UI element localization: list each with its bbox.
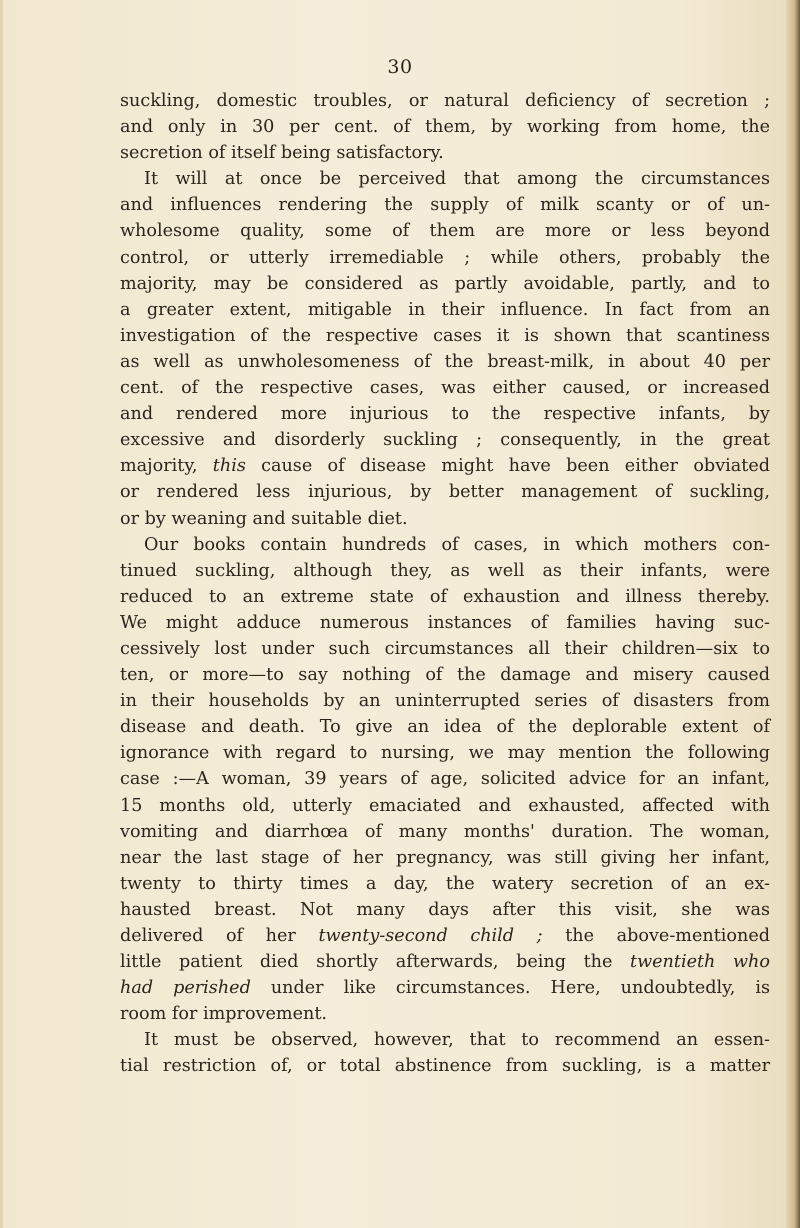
text-line: reduced to an extreme state of exhaustion and illness thereby. — [120, 586, 770, 607]
italic-phrase: had perished — [120, 978, 251, 999]
text-line: disease and death. To give an idea of the deplorable extent of — [120, 717, 770, 738]
text-line-with-italic: had perished under like circumstances. Here, undoubtedly, is — [120, 978, 771, 999]
page-number: 30 — [387, 56, 413, 78]
paragraph-start-line: It will at once be perceived that among the circumstances — [144, 169, 770, 190]
text-line: case :—A woman, 39 years of age, solicited advice for an infant, — [120, 769, 770, 790]
text-line: as well as unwholesomeness of the breast-milk, in about 40 per — [120, 351, 770, 372]
text-line: investigation of the respective cases it is shown that scantiness — [120, 325, 770, 346]
text-line: twenty to thirty times a day, the watery secretion of an ex- — [120, 873, 770, 894]
text-line-with-italic: majority, this cause of disease might have been either obviated — [120, 456, 770, 477]
page-left-edge — [0, 0, 3, 1228]
text-line: excessive and disorderly suckling ; consequently, in the great — [120, 430, 770, 451]
body-text — [120, 88, 770, 1080]
italic-phrase: twentieth who — [630, 952, 770, 973]
text-line-with-italic: delivered of her twenty-second child ; the above-mentioned — [120, 926, 770, 946]
text-line: cessively lost under such circumstances all their children—six to — [120, 638, 770, 659]
text-line: tial restriction of, or total abstinence from suckling, is a matter — [120, 1056, 770, 1077]
text-line: suckling, domestic troubles, or natural deficiency of secretion ; — [120, 91, 770, 111]
text-line: majority, may be considered as partly avoidable, partly, and to — [120, 273, 770, 294]
italic-phrase: this — [212, 456, 246, 477]
text-line: in their households by an uninterrupted series of disasters from — [120, 691, 770, 712]
text-line: and only in 30 per cent. of them, by working from home, the — [120, 117, 770, 138]
text-line: vomiting and diarrhœa of many months' duration. The woman, — [120, 821, 770, 842]
text-line: and rendered more injurious to the respective infants, by — [120, 404, 770, 425]
text-line: control, or utterly irremediable ; while others, probably the — [120, 247, 770, 268]
paragraph-start-line: It must be observed, however, that to recommend an essen- — [144, 1030, 770, 1051]
text-line: secretion of itself being satisfactory. — [120, 143, 444, 164]
italic-phrase: twenty-second child ; — [318, 926, 543, 946]
text-line: hausted breast. Not many days after this visit, she was — [120, 899, 770, 920]
text-line: a greater extent, mitigable in their influence. In fact from an — [120, 299, 770, 320]
text-line: ten, or more—to say nothing of the damage and misery caused — [120, 665, 770, 686]
text-line: wholesome quality, some of them are more or less beyond — [120, 221, 770, 242]
text-line: tinued suckling, although they, as well as their infants, were — [120, 560, 770, 581]
text-line: or rendered less injurious, by better management of suckling, — [120, 482, 770, 503]
text-line: and influences rendering the supply of milk scanty or of un- — [120, 195, 770, 216]
paragraph-start-line: Our books contain hundreds of cases, in which mothers con- — [144, 534, 770, 555]
text-line: We might adduce numerous instances of families having suc- — [120, 612, 770, 633]
text-line: or by weaning and suitable diet. — [120, 508, 408, 529]
page-right-edge — [786, 0, 800, 1228]
text-line: near the last stage of her pregnancy, was still giving her infant, — [120, 847, 770, 868]
text-line: room for improvement. — [120, 1004, 327, 1025]
text-line: 15 months old, utterly emaciated and exhausted, affected with — [120, 795, 770, 816]
text-line: cent. of the respective cases, was either caused, or increased — [120, 378, 770, 399]
text-line-with-italic: little patient died shortly afterwards, being the twentieth who — [120, 952, 770, 973]
text-line: ignorance with regard to nursing, we may mention the following — [120, 743, 770, 764]
